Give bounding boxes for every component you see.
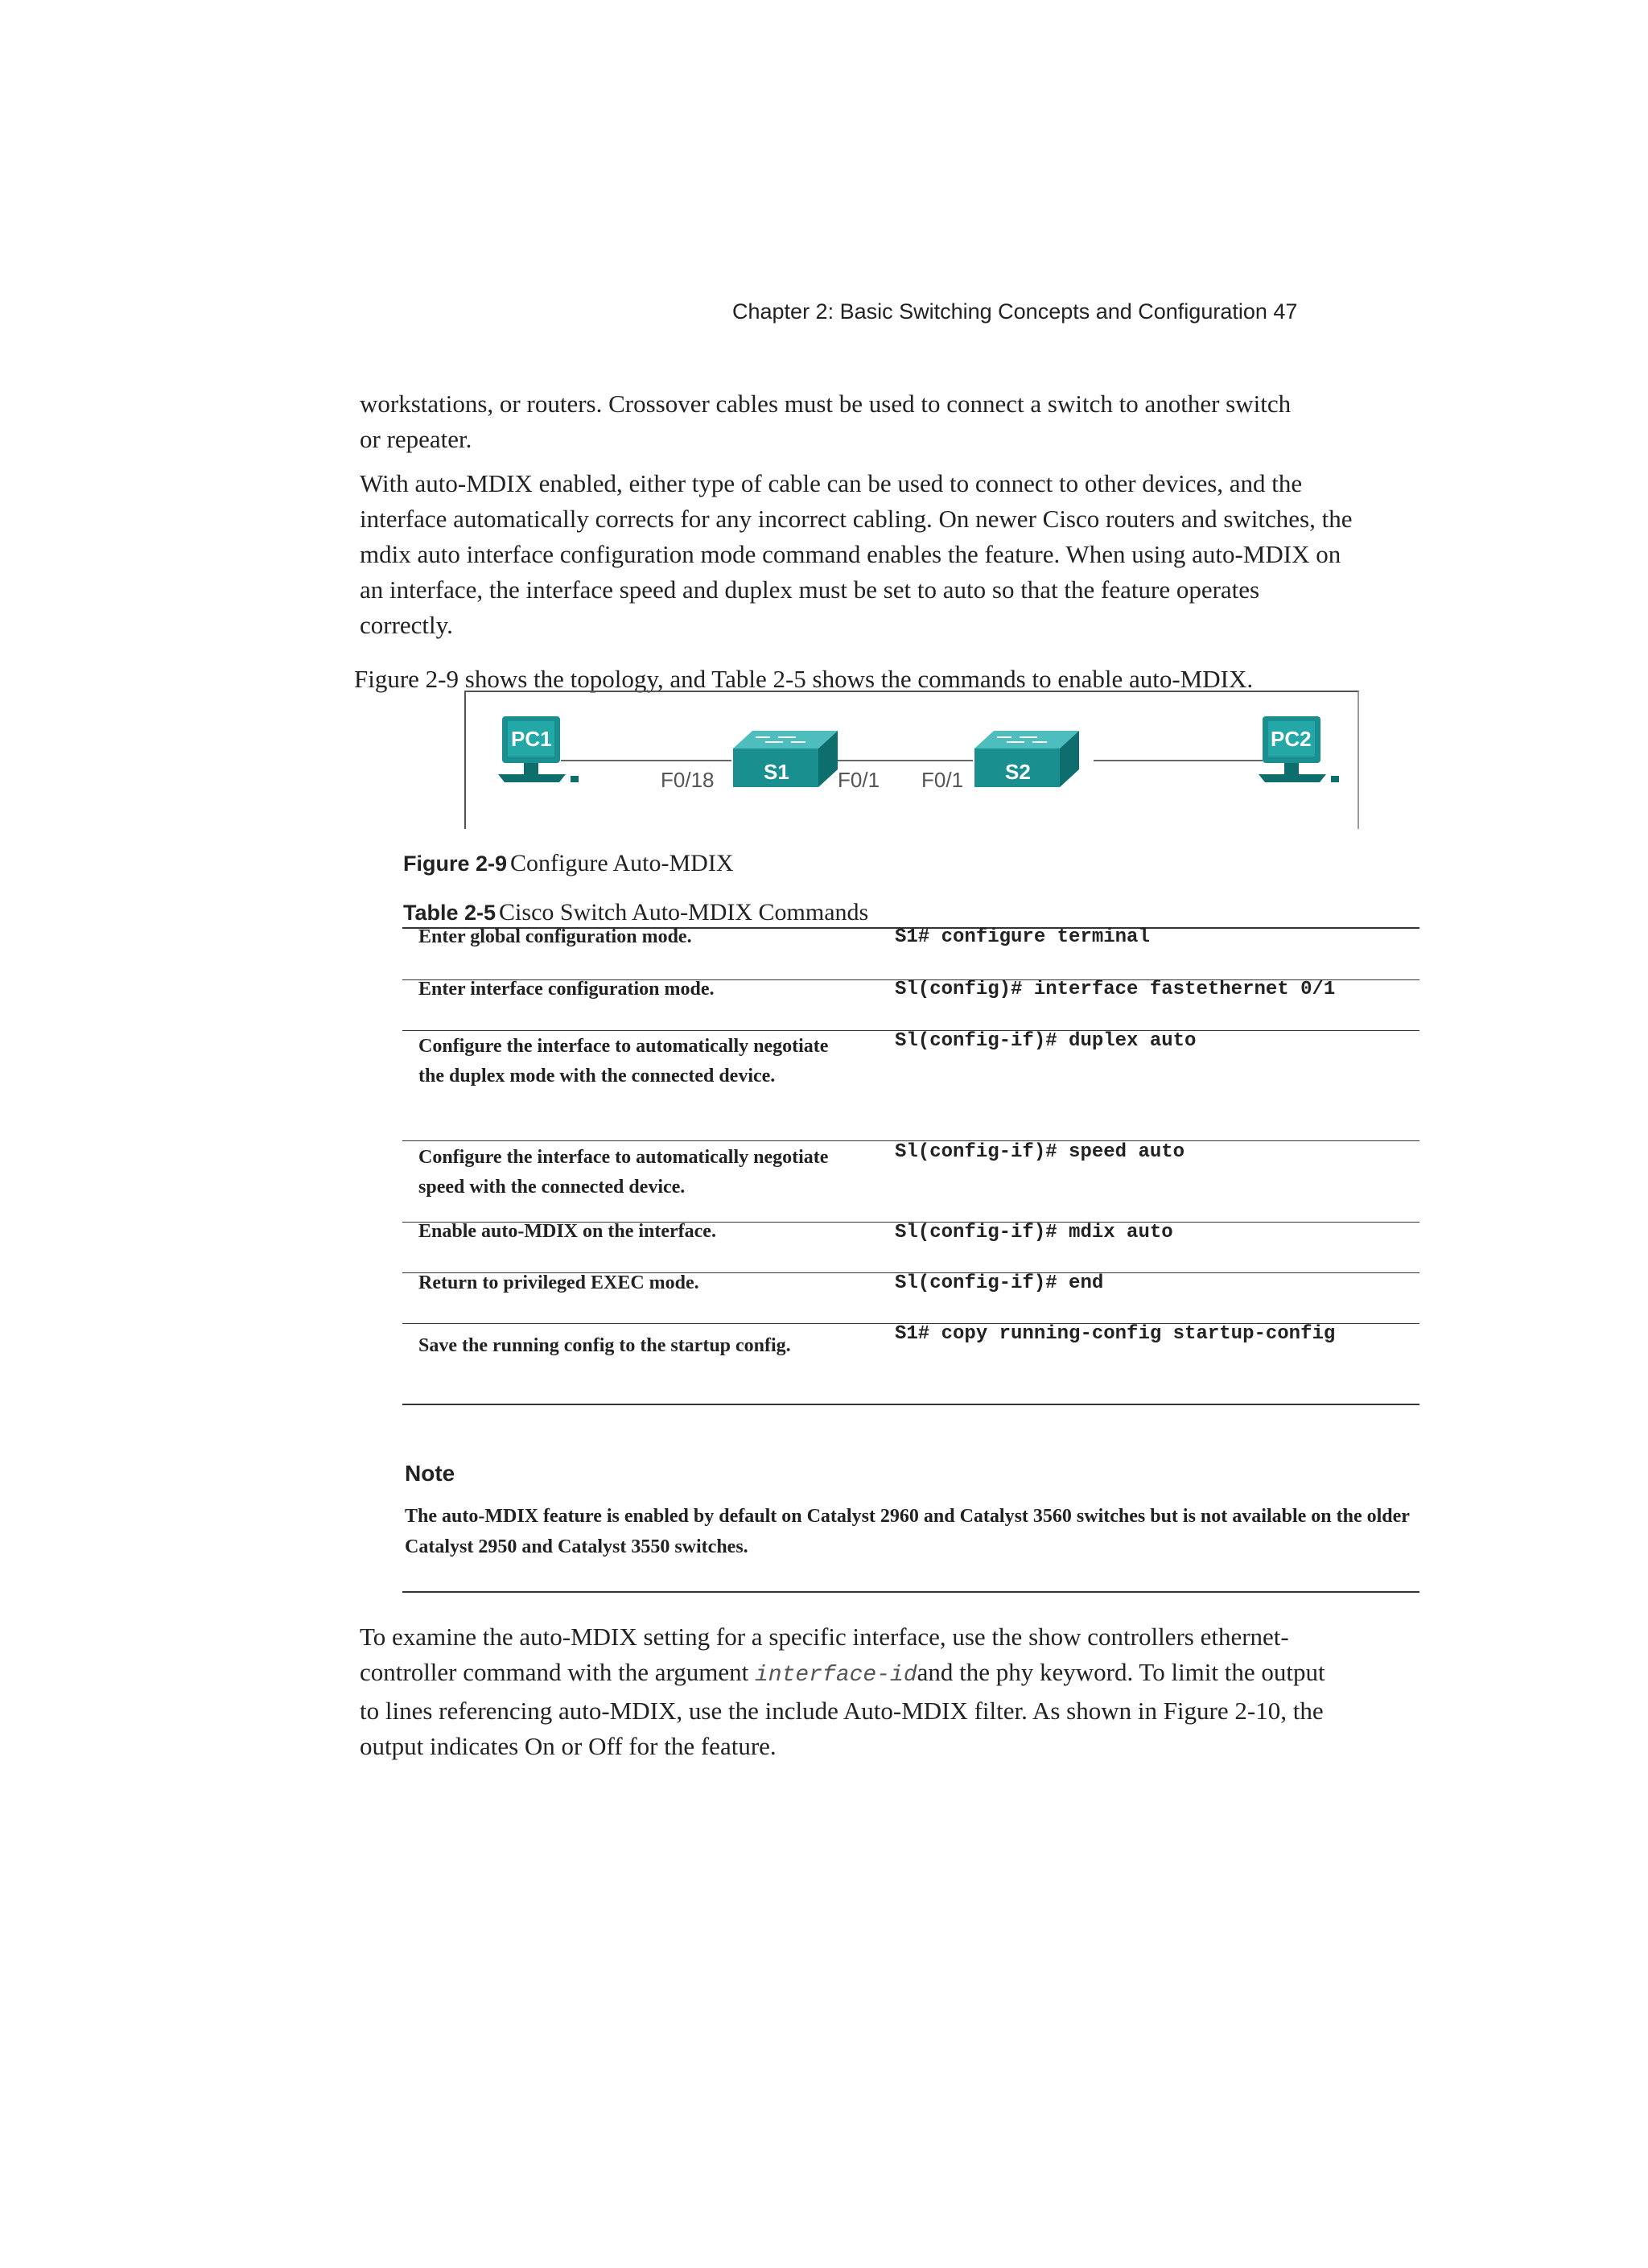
paragraph-line: To examine the auto-MDIX setting for a specific interface, use the show controllers ethernet- xyxy=(360,1623,1289,1651)
table-cell-command: Sl(config-if)# speed auto xyxy=(895,1141,1185,1163)
table-caption-text: Cisco Switch Auto-MDIX Commands xyxy=(499,899,869,926)
paragraph-line: or repeater. xyxy=(360,425,472,453)
paragraph-line: an interface, the interface speed and duplex must be set to auto so that the feature operates xyxy=(360,575,1260,604)
running-head: Chapter 2: Basic Switching Concepts and Configuration 47 xyxy=(732,299,1298,324)
paragraph-1 xyxy=(360,386,1291,457)
note-title: Note xyxy=(405,1461,455,1486)
paragraph-closing xyxy=(360,1619,1325,1764)
topology-figure xyxy=(464,691,1359,829)
s1-label: S1 xyxy=(764,760,789,784)
pc2-icon xyxy=(1259,716,1339,782)
pc1-label: PC1 xyxy=(511,727,552,751)
paragraph-line: to lines referencing auto-MDIX, use the include Auto-MDIX filter. As shown in Figure 2-10, the xyxy=(360,1697,1324,1725)
paragraph-fragment: controller command with the argument xyxy=(360,1658,755,1686)
paragraph-line: interface automatically corrects for any incorrect cabling. On newer Cisco routers and switches, the xyxy=(360,505,1353,533)
table-cell-command: Sl(config)# interface fastethernet 0/1 xyxy=(895,979,1336,1000)
paragraph-line: workstations, or routers. Crossover cables must be used to connect a switch to another switch xyxy=(360,390,1292,418)
port-label-f0-1-s1: F0/1 xyxy=(838,768,880,792)
paragraph-line: mdix auto interface configuration mode command enables the feature. When using auto-MDIX on xyxy=(360,540,1341,568)
paragraph-line: correctly. xyxy=(360,611,453,639)
table-cell-command: Sl(config-if)# duplex auto xyxy=(895,1030,1197,1052)
table-cell-command: Sl(config-if)# end xyxy=(895,1272,1104,1294)
table-cell-description: Enable auto-MDIX on the interface. xyxy=(418,1221,716,1242)
switch-s1-icon xyxy=(733,731,838,787)
port-label-f0-1-s2: F0/1 xyxy=(921,768,964,792)
port-label-f0-18: F0/18 xyxy=(661,768,715,792)
paragraph-3: Figure 2-9 shows the topology, and Table 2-5 shows the commands to enable auto-MDIX. xyxy=(354,665,1254,693)
topology-diagram xyxy=(466,692,1358,829)
note-rule xyxy=(402,1591,1419,1593)
table-cell-command: Sl(config-if)# mdix auto xyxy=(895,1222,1173,1243)
pc1-icon xyxy=(498,716,579,782)
paragraph-line xyxy=(360,1655,1325,1693)
table-cell-description: Enter global configuration mode. xyxy=(418,926,692,947)
paragraph-fragment: and the phy keyword. To limit the output xyxy=(917,1658,1325,1686)
figure-caption-text: Configure Auto-MDIX xyxy=(510,850,734,876)
figure-caption-label: Figure 2-9 xyxy=(403,852,508,876)
paragraph-2 xyxy=(360,466,1352,643)
s2-label: S2 xyxy=(1005,760,1031,784)
paragraph-line: With auto-MDIX enabled, either type of cable can be used to connect to other devices, and the xyxy=(360,469,1303,497)
table-cell-description: Return to privileged EXEC mode. xyxy=(418,1272,699,1293)
note-text: The auto-MDIX feature is enabled by default on Catalyst 2960 and Catalyst 3560 switches but is not available on the older Catalyst 2950 and Catalyst 3550 switches. xyxy=(405,1506,1410,1557)
table-cell-description: Enter interface configuration mode. xyxy=(418,979,715,1000)
table-cell-description: Configure the interface to automatically negotiate the duplex mode with the connected device. xyxy=(418,1036,829,1087)
table-cell-description: Configure the interface to automatically negotiate speed with the connected device. xyxy=(418,1147,829,1198)
pc2-label: PC2 xyxy=(1271,727,1312,751)
table-rule xyxy=(402,1404,1419,1405)
table-cell-command: S1# copy running-config startup-config xyxy=(895,1323,1336,1345)
figure-caption xyxy=(403,850,734,877)
table-cell-description: Save the running config to the startup config. xyxy=(418,1335,791,1356)
paragraph-line: output indicates On or Off for the feature. xyxy=(360,1732,777,1760)
table-cell-command: S1# configure terminal xyxy=(895,926,1150,948)
argument-interface-id: interface-id xyxy=(755,1663,917,1688)
table-caption-label: Table 2-5 xyxy=(403,901,496,925)
switch-s2-icon xyxy=(974,731,1079,787)
